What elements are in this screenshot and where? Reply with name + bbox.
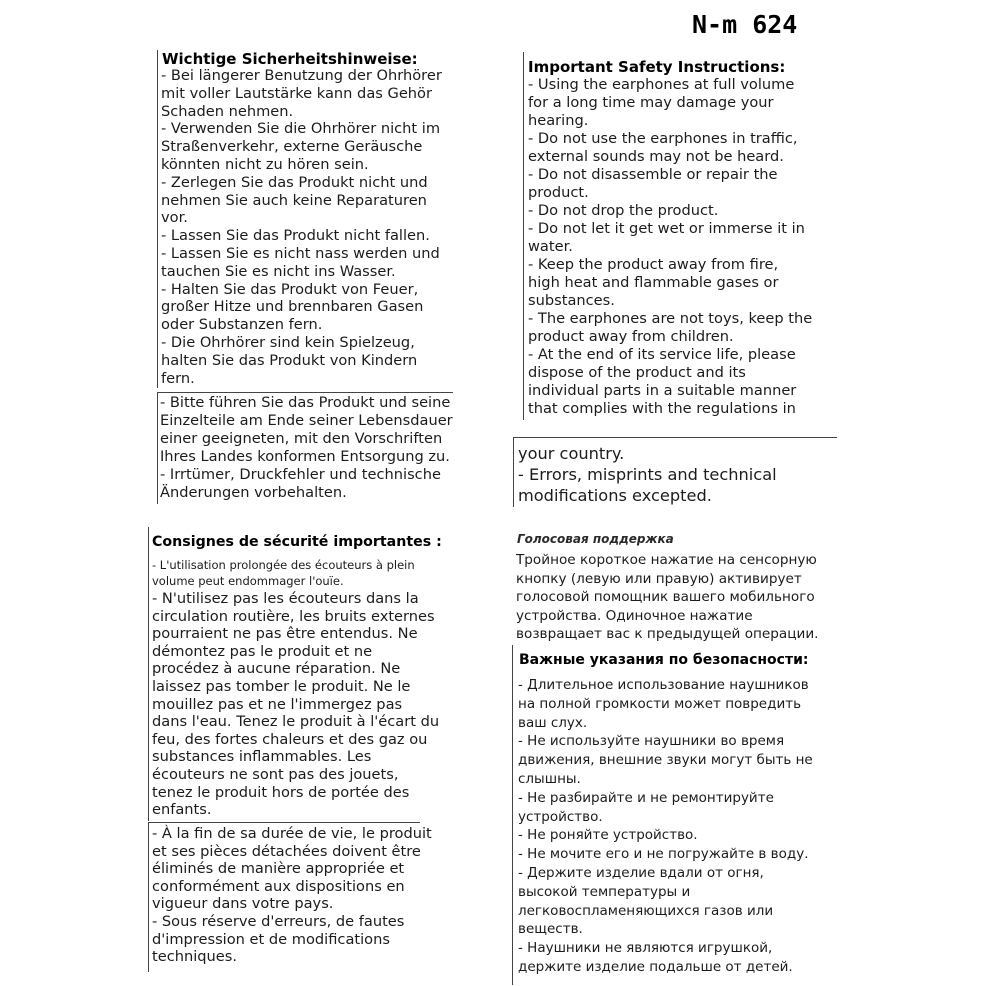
text-line: einer geeigneten, mit den Vorschriften bbox=[160, 430, 443, 447]
text-line: procédez à aucune réparation. Ne bbox=[152, 660, 401, 678]
text-line: - Не используйте наушники во время bbox=[518, 733, 785, 750]
text-line: - Zerlegen Sie das Produkt nicht und bbox=[161, 173, 428, 191]
text-line: d'impression et de modifications bbox=[152, 930, 390, 948]
text-line: Тройное короткое нажатие на сенсорную bbox=[516, 552, 817, 568]
text-line: démontez pas le produit et ne bbox=[152, 642, 373, 660]
text-line: tauchen Sie es nicht ins Wasser. bbox=[161, 262, 396, 280]
text-line: легковоспламеняющихся газов или bbox=[518, 902, 774, 919]
text-line: движения, внешние звуки могут быть не bbox=[518, 752, 813, 769]
french-divider bbox=[148, 822, 420, 823]
english-left-rule-2 bbox=[513, 437, 514, 507]
text-line: - Do not let it get wet or immerse it in bbox=[528, 220, 805, 237]
russian-heading: Важные указания по безопасности: bbox=[519, 652, 809, 668]
text-line: halten Sie das Produkt von Kindern bbox=[161, 351, 418, 369]
french-text-small bbox=[152, 557, 415, 589]
text-line: your country. bbox=[518, 444, 625, 463]
text-line: - Halten Sie das Produkt von Feuer, bbox=[161, 280, 419, 298]
text-line: for a long time may damage your bbox=[528, 94, 774, 111]
text-line: Einzelteile am Ende seiner Lebensdauer bbox=[160, 412, 453, 429]
text-line: dispose of the product and its bbox=[528, 364, 746, 381]
text-line: - Lassen Sie das Produkt nicht fallen. bbox=[161, 227, 430, 245]
german-left-rule bbox=[157, 50, 158, 388]
german-text-part2 bbox=[160, 394, 453, 502]
russian-voice-text bbox=[516, 551, 818, 644]
text-line: großer Hitze und brennbaren Gasen bbox=[161, 298, 424, 316]
russian-safety-text bbox=[518, 676, 813, 977]
text-line: - Do not disassemble or repair the bbox=[528, 166, 778, 183]
text-line: устройство. bbox=[518, 808, 603, 825]
text-line: Änderungen vorbehalten. bbox=[160, 484, 347, 501]
text-line: голосовой помощник вашего мобильного bbox=[516, 589, 815, 606]
text-line: ваш слух. bbox=[518, 714, 588, 731]
text-line: tenez le produit hors de portée des bbox=[152, 783, 410, 801]
text-line: возвращает вас к предыдущей операции. bbox=[516, 626, 819, 643]
text-line: кнопку (левую или правую) активирует bbox=[516, 570, 802, 587]
text-line: dans l'eau. Tenez le produit à l'écart du bbox=[152, 713, 440, 731]
text-line: - Using the earphones at full volume bbox=[528, 76, 795, 93]
text-line: mit voller Lautstärke kann das Gehör bbox=[161, 84, 432, 102]
english-text-part1 bbox=[528, 76, 812, 418]
text-line: - Не роняйте устройство. bbox=[518, 827, 698, 844]
text-line: - Verwenden Sie die Ohrhörer nicht im bbox=[161, 120, 441, 138]
text-line: pourraient ne pas être entendus. Ne bbox=[152, 625, 418, 643]
text-line: - L'utilisation prolongée des écouteurs à plein bbox=[152, 558, 415, 572]
text-line: external sounds may not be heard. bbox=[528, 148, 784, 165]
french-text-part1 bbox=[152, 590, 439, 819]
text-line: - Длительное использование наушников bbox=[518, 677, 809, 693]
text-line: на полной громкости может повредить bbox=[518, 695, 802, 712]
text-line: vor. bbox=[161, 209, 188, 227]
text-line: - The earphones are not toys, keep the bbox=[528, 310, 813, 327]
text-line: feu, des fortes chaleurs et des gaz ou bbox=[152, 730, 428, 748]
text-line: product away from children. bbox=[528, 328, 734, 345]
german-left-rule-2 bbox=[157, 392, 158, 504]
text-line: water. bbox=[528, 238, 573, 255]
text-line: circulation routière, les bruits externes bbox=[152, 607, 435, 625]
text-line: conformément aux dispositions en bbox=[152, 877, 405, 895]
text-line: laissez pas tomber le produit. Ne le bbox=[152, 677, 411, 695]
text-line: könnten nicht zu hören sein. bbox=[161, 155, 369, 173]
text-line: hearing. bbox=[528, 112, 589, 129]
text-line: - Bitte führen Sie das Produkt und seine bbox=[160, 394, 451, 411]
text-line: substances. bbox=[528, 292, 615, 309]
document-code: N-m 624 bbox=[692, 10, 798, 39]
text-line: techniques. bbox=[152, 948, 238, 966]
text-line: Straßenverkehr, externe Geräusche bbox=[161, 138, 423, 156]
text-line: - Keep the product away from fire, bbox=[528, 256, 779, 273]
text-line: fern. bbox=[161, 369, 195, 387]
text-line: - Irrtümer, Druckfehler und technische bbox=[160, 466, 441, 483]
french-text-part2 bbox=[152, 825, 432, 966]
text-line: - Lassen Sie es nicht nass werden und bbox=[161, 244, 440, 262]
russian-left-rule bbox=[512, 645, 513, 985]
text-line: - Die Ohrhörer sind kein Spielzeug, bbox=[161, 333, 415, 351]
text-line: enfants. bbox=[152, 801, 212, 819]
text-line: vigueur dans votre pays. bbox=[152, 895, 334, 913]
text-line: substances inflammables. Les bbox=[152, 748, 372, 766]
text-line: volume peut endommager l'ouïe. bbox=[152, 574, 344, 588]
text-line: держите изделие подальше от детей. bbox=[518, 958, 793, 975]
text-line: устройства. Одиночное нажатие bbox=[516, 607, 753, 624]
text-line: Schaden nehmen. bbox=[161, 102, 294, 120]
text-line: - Bei längerer Benutzung der Ohrhörer bbox=[161, 67, 442, 84]
text-line: individual parts in a suitable manner bbox=[528, 382, 797, 399]
text-line: et ses pièces détachées doivent être bbox=[152, 842, 421, 860]
text-line: - Держите изделие вдали от огня, bbox=[518, 864, 764, 881]
french-heading: Consignes de sécurité importantes : bbox=[152, 534, 442, 550]
text-line: éliminés de manière appropriée et bbox=[152, 860, 405, 878]
german-divider bbox=[157, 392, 453, 393]
text-line: oder Substanzen fern. bbox=[161, 316, 323, 334]
text-line: - Не мочите его и не погружайте в воду. bbox=[518, 846, 809, 863]
text-line: слышны. bbox=[518, 770, 581, 787]
text-line: mouillez pas et ne l'immergez pas bbox=[152, 695, 403, 713]
text-line: - Sous réserve d'erreurs, de fautes bbox=[152, 912, 405, 930]
english-divider bbox=[513, 437, 837, 438]
text-line: nehmen Sie auch keine Reparaturen bbox=[161, 191, 427, 209]
russian-voice-heading: Голосовая поддержка bbox=[517, 532, 674, 546]
french-left-rule-2 bbox=[148, 822, 149, 972]
text-line: - Do not drop the product. bbox=[528, 202, 719, 219]
text-line: high heat and flammable gases or bbox=[528, 274, 779, 291]
german-heading: Wichtige Sicherheitshinweise: bbox=[162, 50, 418, 68]
text-line: высокой температуры и bbox=[518, 883, 691, 900]
text-line: - Do not use the earphones in traffic, bbox=[528, 130, 798, 147]
text-line: - Наушники не являются игрушкой, bbox=[518, 940, 773, 957]
text-line: product. bbox=[528, 184, 589, 201]
text-line: - At the end of its service life, please bbox=[528, 346, 796, 363]
text-line: that complies with the regulations in bbox=[528, 400, 796, 417]
text-line: - N'utilisez pas les écouteurs dans la bbox=[152, 590, 419, 607]
text-line: Ihres Landes konformen Entsorgung zu. bbox=[160, 448, 450, 465]
text-line: - Не разбирайте и не ремонтируйте bbox=[518, 789, 774, 806]
text-line: écouteurs ne sont pas des jouets, bbox=[152, 765, 399, 783]
english-left-rule bbox=[523, 52, 524, 420]
english-heading: Important Safety Instructions: bbox=[528, 58, 786, 76]
text-line: modifications excepted. bbox=[518, 486, 712, 505]
text-line: - Errors, misprints and technical bbox=[518, 465, 777, 484]
text-line: - À la fin de sa durée de vie, le produit bbox=[152, 825, 432, 842]
french-left-rule bbox=[148, 527, 149, 821]
english-text-part2 bbox=[518, 443, 777, 506]
german-text-part1 bbox=[161, 67, 442, 387]
text-line: веществ. bbox=[518, 921, 583, 938]
